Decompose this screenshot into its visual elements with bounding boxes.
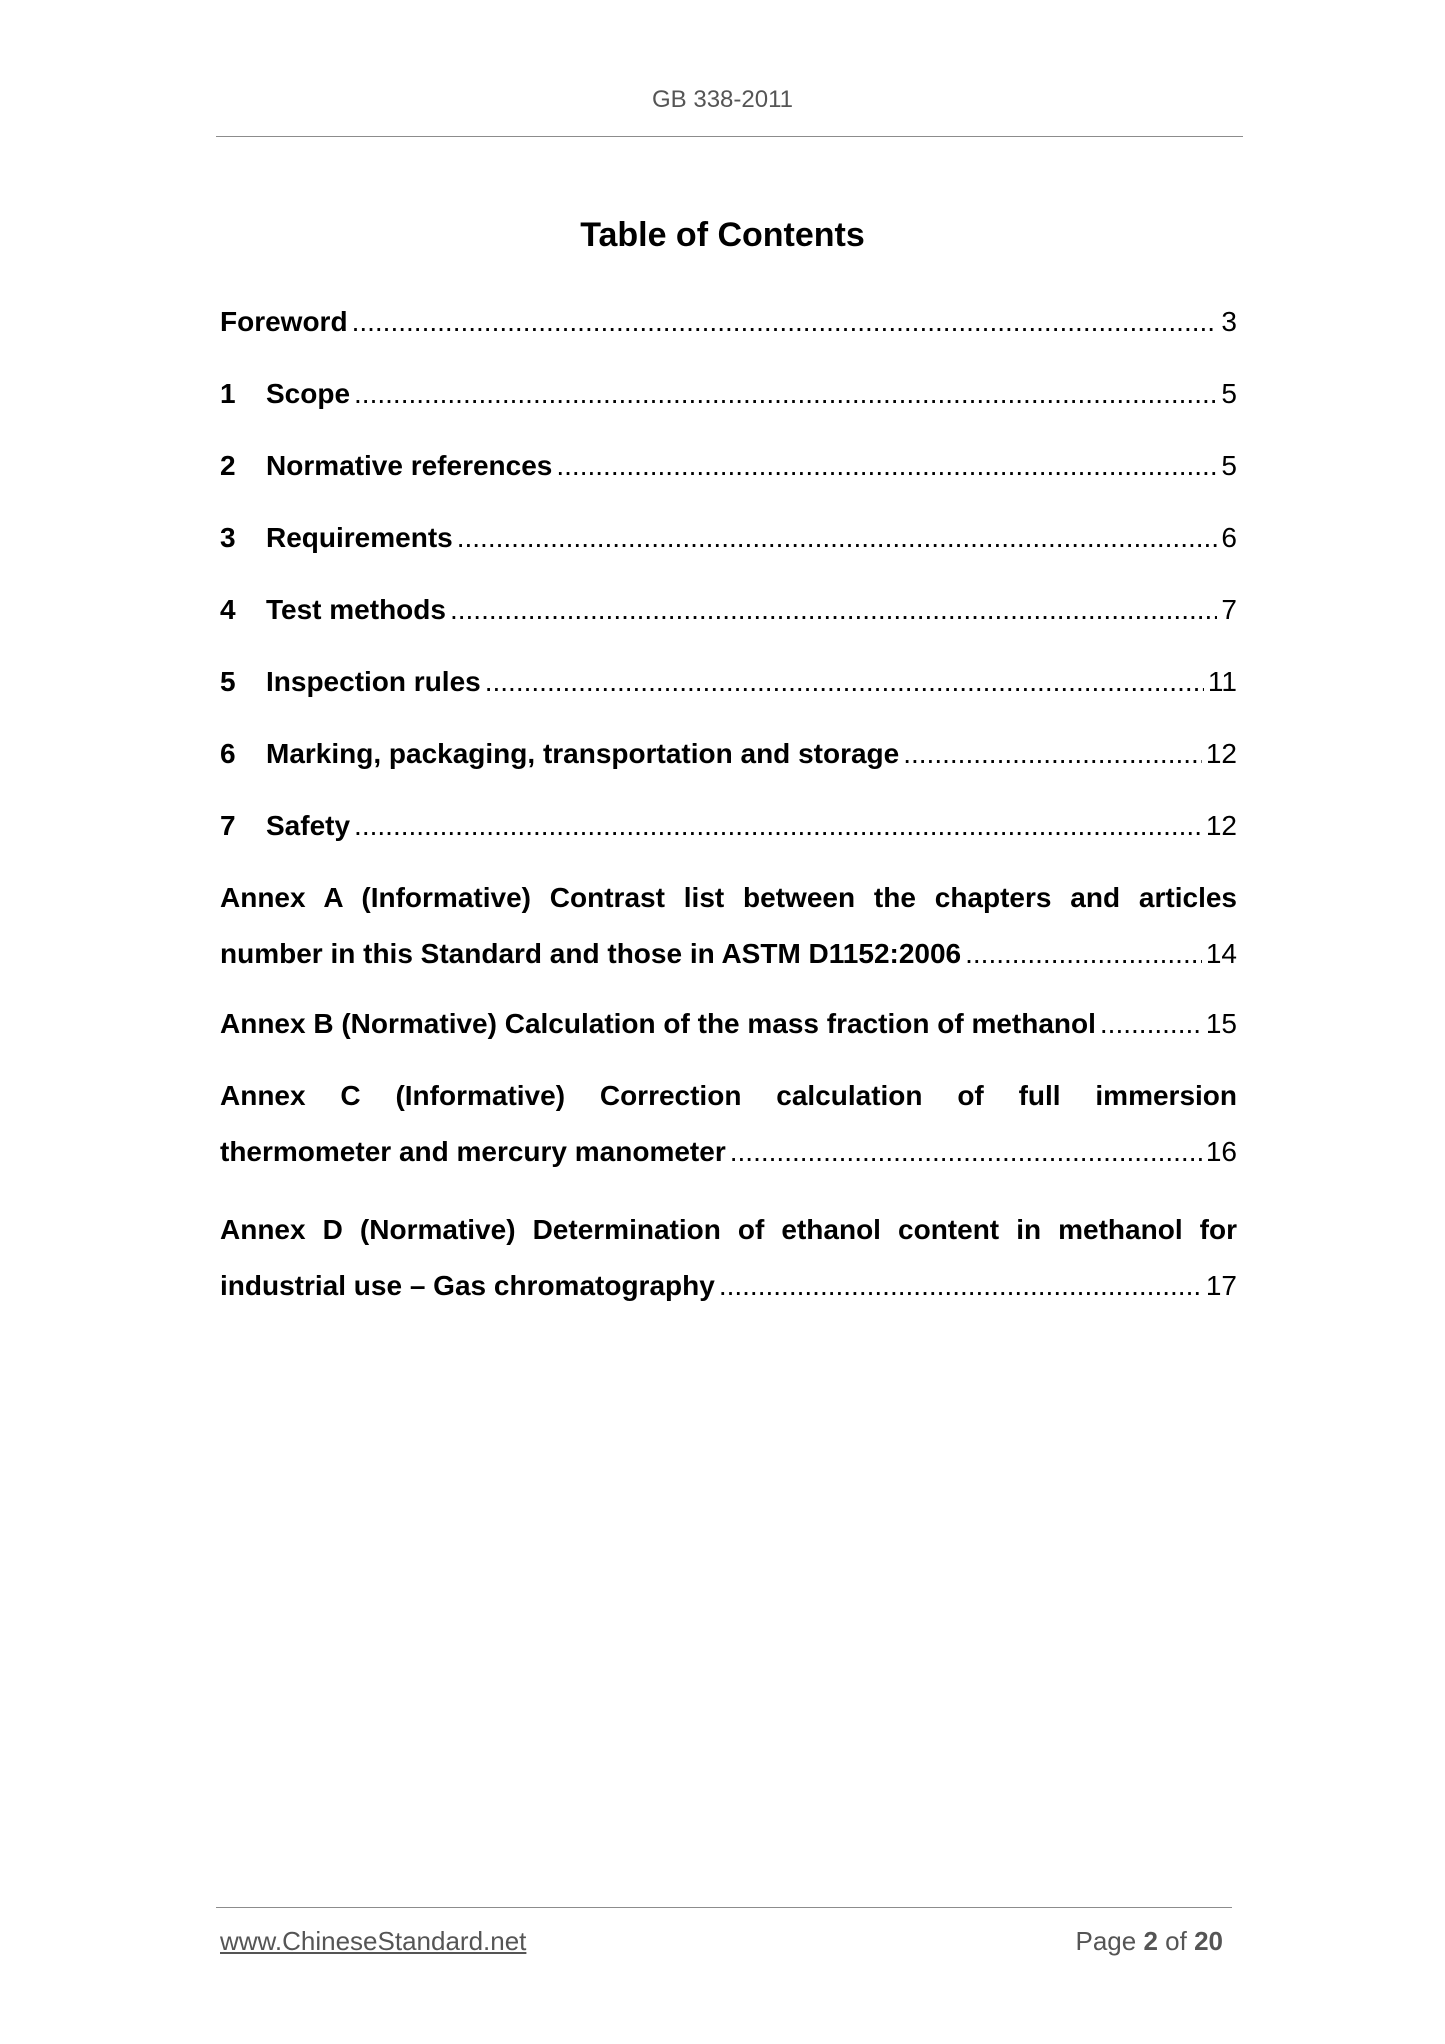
toc-entry-foreword[interactable]	[220, 302, 1237, 342]
dot-leader	[903, 734, 1202, 774]
toc-entry-label: Scope	[266, 378, 351, 409]
toc-entry-scope[interactable]	[220, 374, 1237, 414]
toc-entry-page: 15	[1205, 1008, 1237, 1039]
dot-leader	[354, 374, 1217, 414]
dot-leader	[730, 1132, 1202, 1172]
toc-entry-number: 6	[220, 738, 236, 769]
page-total: 20	[1194, 1926, 1223, 1956]
toc-entry-page: 12	[1205, 738, 1237, 769]
toc-entry-label: Inspection rules	[266, 666, 481, 697]
toc-entry-inspection-rules[interactable]	[220, 662, 1237, 702]
dot-leader	[354, 806, 1202, 846]
toc-entry-page: 7	[1221, 594, 1237, 625]
dot-leader	[556, 446, 1217, 486]
toc-entry-label: Foreword	[220, 306, 348, 337]
toc-entry-requirements[interactable]	[220, 518, 1237, 558]
dot-leader	[457, 518, 1218, 558]
toc-entry-label-line1: Annex D (Normative) Determination of ethanol content in methanol for	[220, 1214, 1237, 1245]
toc-entry-annex-a[interactable]	[220, 878, 1237, 978]
dot-leader	[485, 662, 1204, 702]
footer-page-number	[1075, 1926, 1223, 1957]
toc-entry-number: 2	[220, 450, 236, 481]
toc-entry-label-line2: industrial use – Gas chromatography	[220, 1270, 715, 1301]
toc-entry-page: 5	[1221, 378, 1237, 409]
page-of: of	[1165, 1926, 1187, 1956]
toc-entry-page: 3	[1221, 306, 1237, 337]
toc-title: Table of Contents	[580, 216, 865, 254]
toc-entry-label-line2: number in this Standard and those in ASTM D1152:2006	[220, 938, 962, 969]
dot-leader	[1100, 1004, 1202, 1044]
toc-entry-number: 1	[220, 378, 236, 409]
toc-entry-page: 11	[1207, 666, 1237, 697]
toc-entry-number: 7	[220, 810, 236, 841]
toc-entry-normative-references[interactable]	[220, 446, 1237, 486]
toc-entry-label: Safety	[266, 810, 351, 841]
toc-entry-page: 16	[1205, 1136, 1237, 1167]
footer-divider	[216, 1907, 1232, 1908]
toc-entry-annex-d[interactable]	[220, 1210, 1237, 1310]
toc-entry-safety[interactable]	[220, 806, 1237, 846]
dot-leader	[965, 934, 1202, 974]
page-prefix: Page	[1075, 1926, 1137, 1956]
toc-entry-marking[interactable]	[220, 734, 1237, 774]
toc-entry-label: Requirements	[266, 522, 453, 553]
toc-entry-number: 5	[220, 666, 236, 697]
toc-entry-page: 17	[1205, 1270, 1237, 1301]
toc-entry-page: 14	[1205, 938, 1237, 969]
toc-entry-label-line1: Annex A (Informative) Contrast list between the chapters and articles	[220, 882, 1237, 913]
toc-entry-label: Annex B (Normative) Calculation of the mass fraction of methanol	[220, 1008, 1096, 1039]
dot-leader	[450, 590, 1217, 630]
toc-entry-label: Test methods	[266, 594, 446, 625]
toc-entry-label: Marking, packaging, transportation and storage	[266, 738, 900, 769]
toc-entry-label-line1: Annex C (Informative) Correction calculation of full immersion	[220, 1080, 1237, 1111]
toc-entry-number: 4	[220, 594, 236, 625]
footer-website-link[interactable]: www.ChineseStandard.net	[220, 1926, 527, 1956]
toc-entry-page: 12	[1205, 810, 1237, 841]
dot-leader	[352, 302, 1218, 342]
toc-entry-annex-b[interactable]	[220, 1004, 1237, 1044]
toc-entry-annex-c[interactable]	[220, 1076, 1237, 1176]
toc-entry-label-line2: thermometer and mercury manometer	[220, 1136, 726, 1167]
toc-entry-page: 6	[1221, 522, 1237, 553]
page-current: 2	[1143, 1926, 1158, 1956]
header-doc-id: GB 338-2011	[652, 86, 793, 113]
dot-leader	[719, 1266, 1202, 1306]
header-divider	[216, 136, 1243, 137]
toc-entry-test-methods[interactable]	[220, 590, 1237, 630]
toc-entry-label: Normative references	[266, 450, 553, 481]
toc-entry-page: 5	[1221, 450, 1237, 481]
toc-entry-number: 3	[220, 522, 236, 553]
